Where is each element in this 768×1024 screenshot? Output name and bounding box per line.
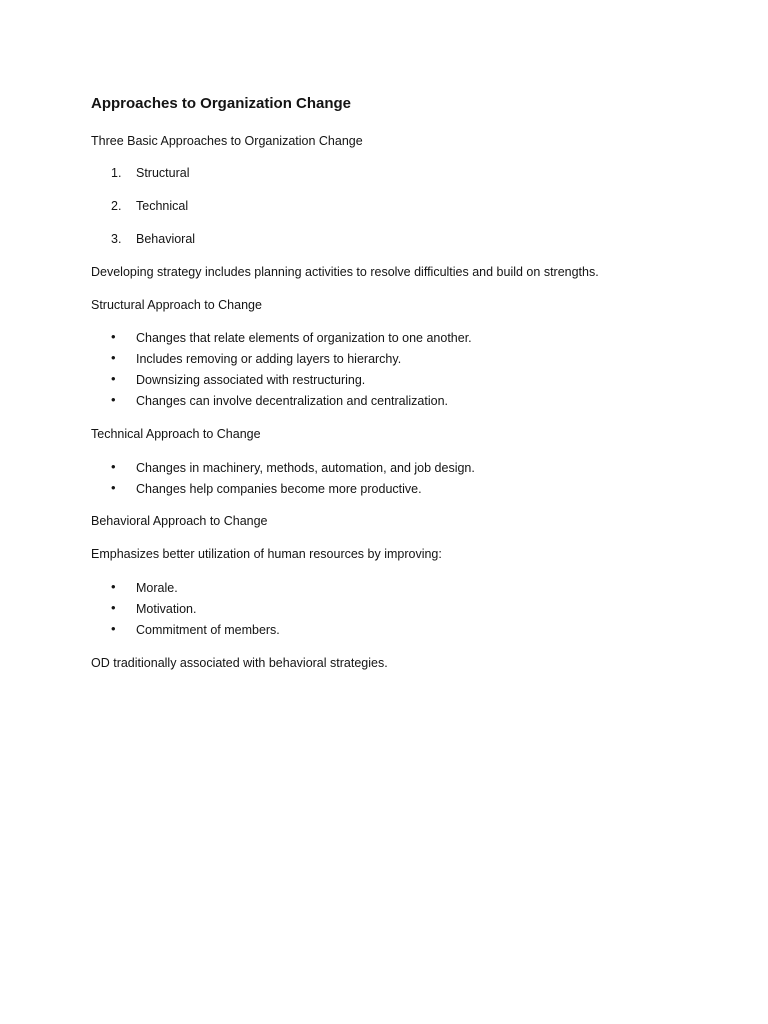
bullet-icon: • [111,350,116,365]
bullet-icon: • [111,329,116,344]
closing-paragraph: OD traditionally associated with behavioral strategies. [91,656,388,670]
bullet-text: Includes removing or adding layers to hierarchy. [136,352,402,366]
technical-heading: Technical Approach to Change [91,427,261,441]
structural-heading: Structural Approach to Change [91,298,262,312]
bullet-icon: • [111,371,116,386]
bullet-icon: • [111,459,116,474]
item-text: Technical [136,199,189,213]
bullet-icon: • [111,621,116,636]
item-number: 1. [111,166,122,180]
bullet-text: Changes can involve decentralization and centralization. [136,394,448,408]
behavioral-heading: Behavioral Approach to Change [91,514,268,528]
bullet-text: Changes in machinery, methods, automation, and job design. [136,461,475,475]
bullet-icon: • [111,480,116,495]
strategy-paragraph: Developing strategy includes planning activities to resolve difficulties and build on strengths. [91,265,599,279]
bullet-text: Changes that relate elements of organization to one another. [136,331,472,345]
bullet-text: Motivation. [136,602,197,616]
bullet-icon: • [111,600,116,615]
behavioral-intro: Emphasizes better utilization of human resources by improving: [91,547,442,561]
page-title: Approaches to Organization Change [91,95,352,112]
bullet-icon: • [111,579,116,594]
item-number: 3. [111,232,122,246]
bullet-text: Commitment of members. [136,623,280,637]
item-number: 2. [111,199,122,213]
bullet-text: Changes help companies become more productive. [136,482,422,496]
bullet-text: Downsizing associated with restructuring. [136,373,366,387]
bullet-text: Morale. [136,581,178,595]
subtitle: Three Basic Approaches to Organization Change [91,134,363,148]
item-text: Behavioral [136,232,196,246]
item-text: Structural [136,166,190,180]
bullet-icon: • [111,392,116,407]
